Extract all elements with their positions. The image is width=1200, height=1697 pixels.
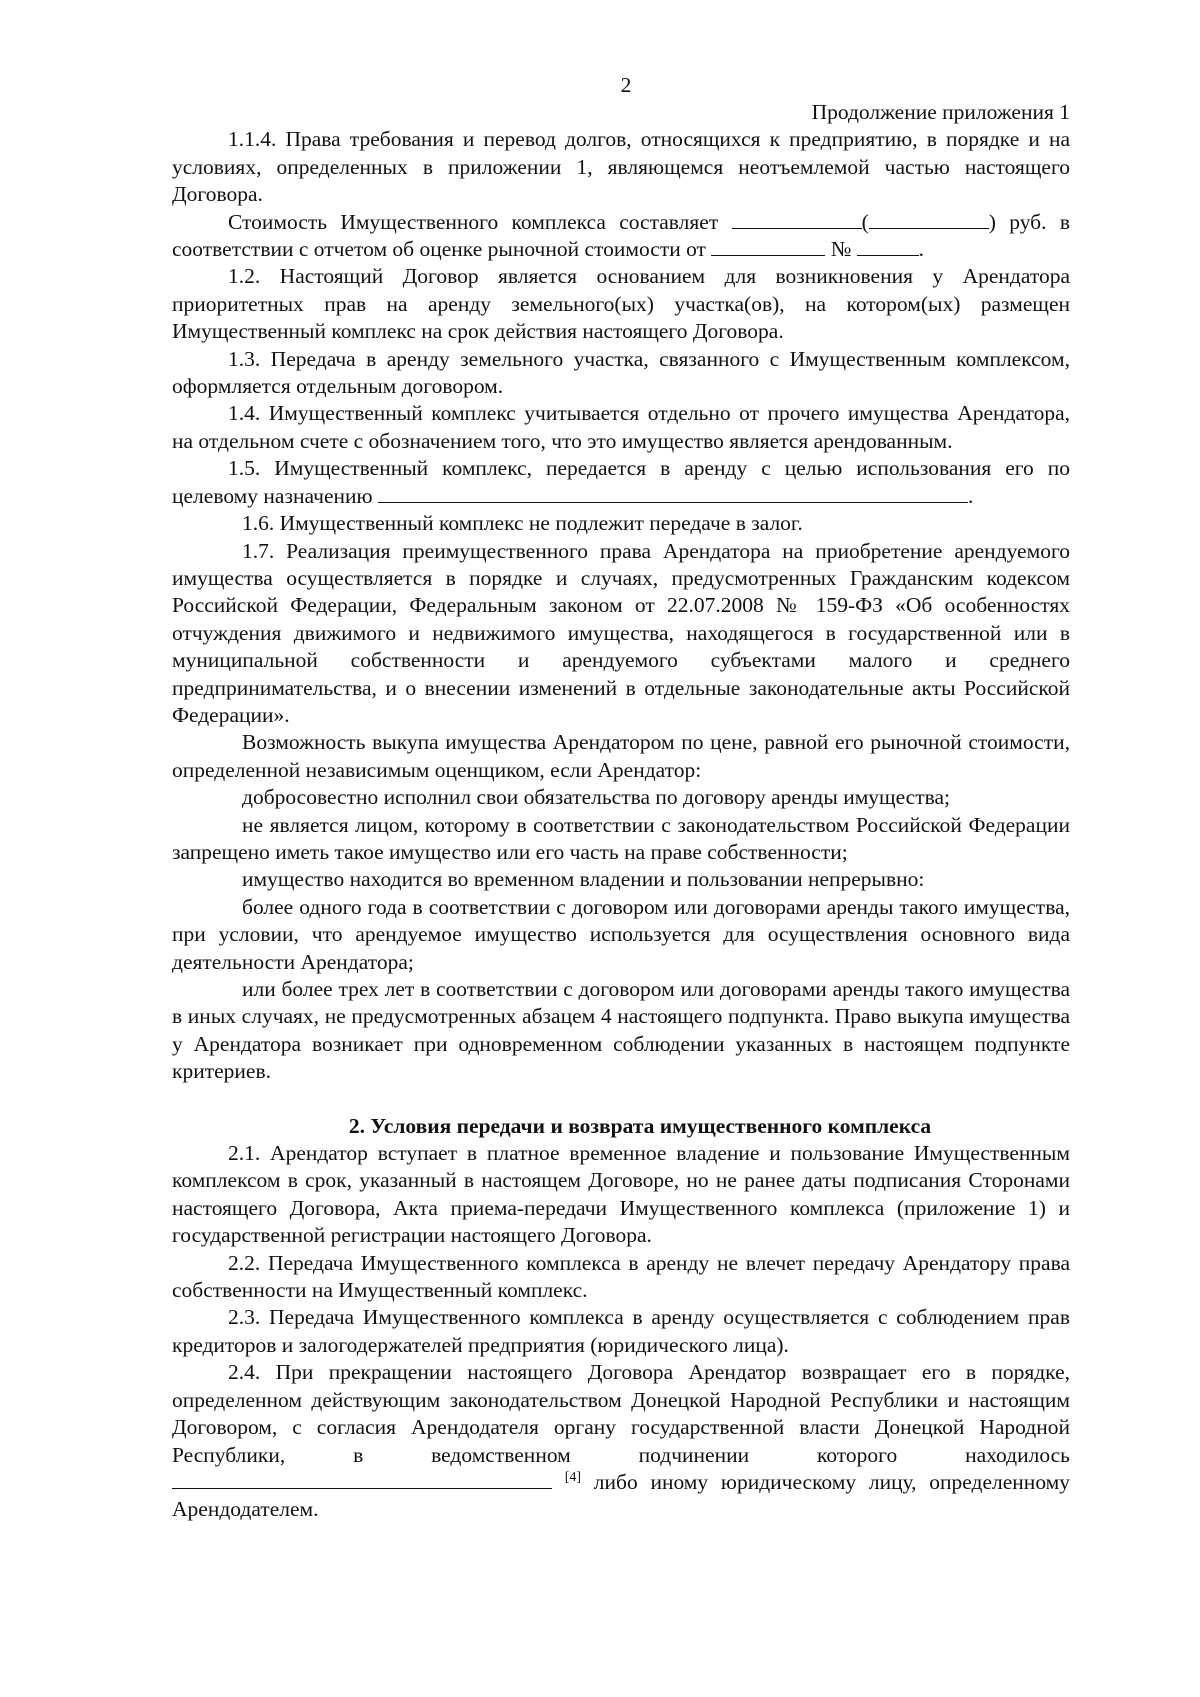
cost-words-blank bbox=[869, 227, 989, 229]
paragraph-1-2: 1.2. Настоящий Договор является основанием для возникновения у Арендатора приоритетных прав на аренду земельного(ых) участка(ов), на котором(ых) размещен Имущественный комплекс на срок действия настоящего Договора. bbox=[172, 264, 1070, 344]
section-2-title: 2. Условия передачи и возврата имущественного комплекса bbox=[348, 1113, 932, 1138]
cost-text-b: ( bbox=[861, 209, 869, 234]
cost-text-e: № bbox=[830, 237, 852, 262]
redemption-paragraph-3: не является лицом, которому в соответствии с законодательством Российской Федерации запрещено иметь такое имущество или его часть на праве собственности; bbox=[172, 812, 1070, 864]
cost-text-a: Стоимость Имущественного комплекса составляет bbox=[228, 209, 719, 234]
paragraph-1-1-4: 1.1.4. Права требования и перевод долгов, относящихся к предприятию, в порядке и на условиях, определенных в приложении 1, являющемся неотъемлемой частью настоящего Договора. bbox=[172, 127, 1070, 207]
redemption-paragraph-5: более одного года в соответствии с договором или договорами аренды такого имущества, при условии, что арендуемое имущество используется для осуществления основного вида деятельности Арендатора; bbox=[172, 894, 1070, 974]
paragraph-1-7: 1.7. Реализация преимущественного права Арендатора на приобретение арендуемого имущества осуществляется в порядке и случаях, предусмотренных Гражданским кодексом Российской Федерации, Федеральным законом от 22.07.2008 № 159-ФЗ «Об особенностях отчуждения движимого и недвижимого имущества, находящегося в государственной или в муниципальной собственности и арендуемого субъектами малого и среднего предпринимательства, и о внесении изменений в отдельные законодательные акты Российской Федерации». bbox=[172, 538, 1070, 727]
paragraph-1-5-text: 1.5. Имущественный комплекс, передается в аренду с целью использования его по целевому назначению bbox=[172, 456, 1070, 508]
paragraph-cost bbox=[172, 209, 1070, 264]
report-number-blank bbox=[857, 254, 919, 256]
paragraph-2-4-text: 2.4. При прекращении настоящего Договора Арендатор возвращает его в порядке, определенном действующим законодательством Донецкой Народной Республики и настоящим Договором, с согласия Арендодателя органу государственной власти Донецкой Народной Республики, в ведомственном подчинении которого находилось bbox=[172, 1360, 1070, 1467]
paragraph-1-4: 1.4. Имущественный комплекс учитывается отдельно от прочего имущества Арендатора, на отдельном счете с обозначением того, что это имущество является арендованным. bbox=[172, 401, 1070, 453]
section-spacer bbox=[172, 1086, 1070, 1113]
cost-text-c: ) руб. bbox=[988, 209, 1047, 234]
purpose-blank bbox=[378, 501, 968, 503]
redemption-paragraph-4: имущество находится во временном владении и пользовании непрерывно: bbox=[242, 867, 925, 892]
paragraph-1-6: 1.6. Имущественный комплекс не подлежит передаче в залог. bbox=[242, 511, 803, 536]
cost-amount-blank bbox=[732, 227, 862, 229]
paragraph-2-3: 2.3. Передача Имущественного комплекса в аренду осуществляется с соблюдением прав кредиторов и залогодержателей предприятия (юридического лица). bbox=[172, 1305, 1070, 1357]
report-date-blank bbox=[711, 254, 825, 256]
paragraph-1-3: 1.3. Передача в аренду земельного участка, связанного с Имущественным комплексом, оформляется отдельным договором. bbox=[172, 346, 1070, 399]
redemption-paragraph-2: добросовестно исполнил свои обязательства по договору аренды имущества; bbox=[242, 785, 951, 810]
paragraph-2-2: 2.2. Передача Имущественного комплекса в аренду не влечет передачу Арендатору права собственности на Имущественный комплекс. bbox=[172, 1250, 1070, 1303]
footnote-ref[interactable]: [4] bbox=[564, 1469, 582, 1485]
paragraph-1-5-end: . bbox=[967, 483, 974, 508]
paragraph-1-5 bbox=[172, 455, 1070, 510]
paragraph-2-4-tail: либо иному юридическому лицу, определенному Арендодателем. bbox=[172, 1469, 1071, 1522]
paragraph-2-4 bbox=[172, 1359, 1070, 1523]
redemption-paragraph-1: Возможность выкупа имущества Арендатором по цене, равной его рыночной стоимости, определенной независимым оценщиком, если Арендатор: bbox=[172, 730, 1070, 782]
continuation-header: Продолжение приложения 1 bbox=[811, 100, 1070, 124]
cost-text-d: в соответствии с отчетом об оценке рыночной стоимости от bbox=[172, 209, 1070, 262]
paragraph-2-1: 2.1. Арендатор вступает в платное временное владение и пользование Имущественным комплексом в срок, указанный в настоящем Договоре, но не ранее даты подписания Сторонами настоящего Договора, Акта приема-передачи Имущественного комплекса (приложение 1) и государственной регистрации настоящего Договора. bbox=[172, 1141, 1070, 1248]
cost-text-f: . bbox=[918, 237, 924, 262]
page-number: 2 bbox=[620, 73, 632, 97]
redemption-paragraph-6: или более трех лет в соответствии с договором или договорами аренды такого имущества в иных случаях, не предусмотренных абзацем 4 настоящего подпункта. Право выкупа имущества у Арендатора возникает при одновременном соблюдении указанных в настоящем подпункте критериев. bbox=[172, 977, 1070, 1084]
organization-blank bbox=[172, 1487, 552, 1489]
